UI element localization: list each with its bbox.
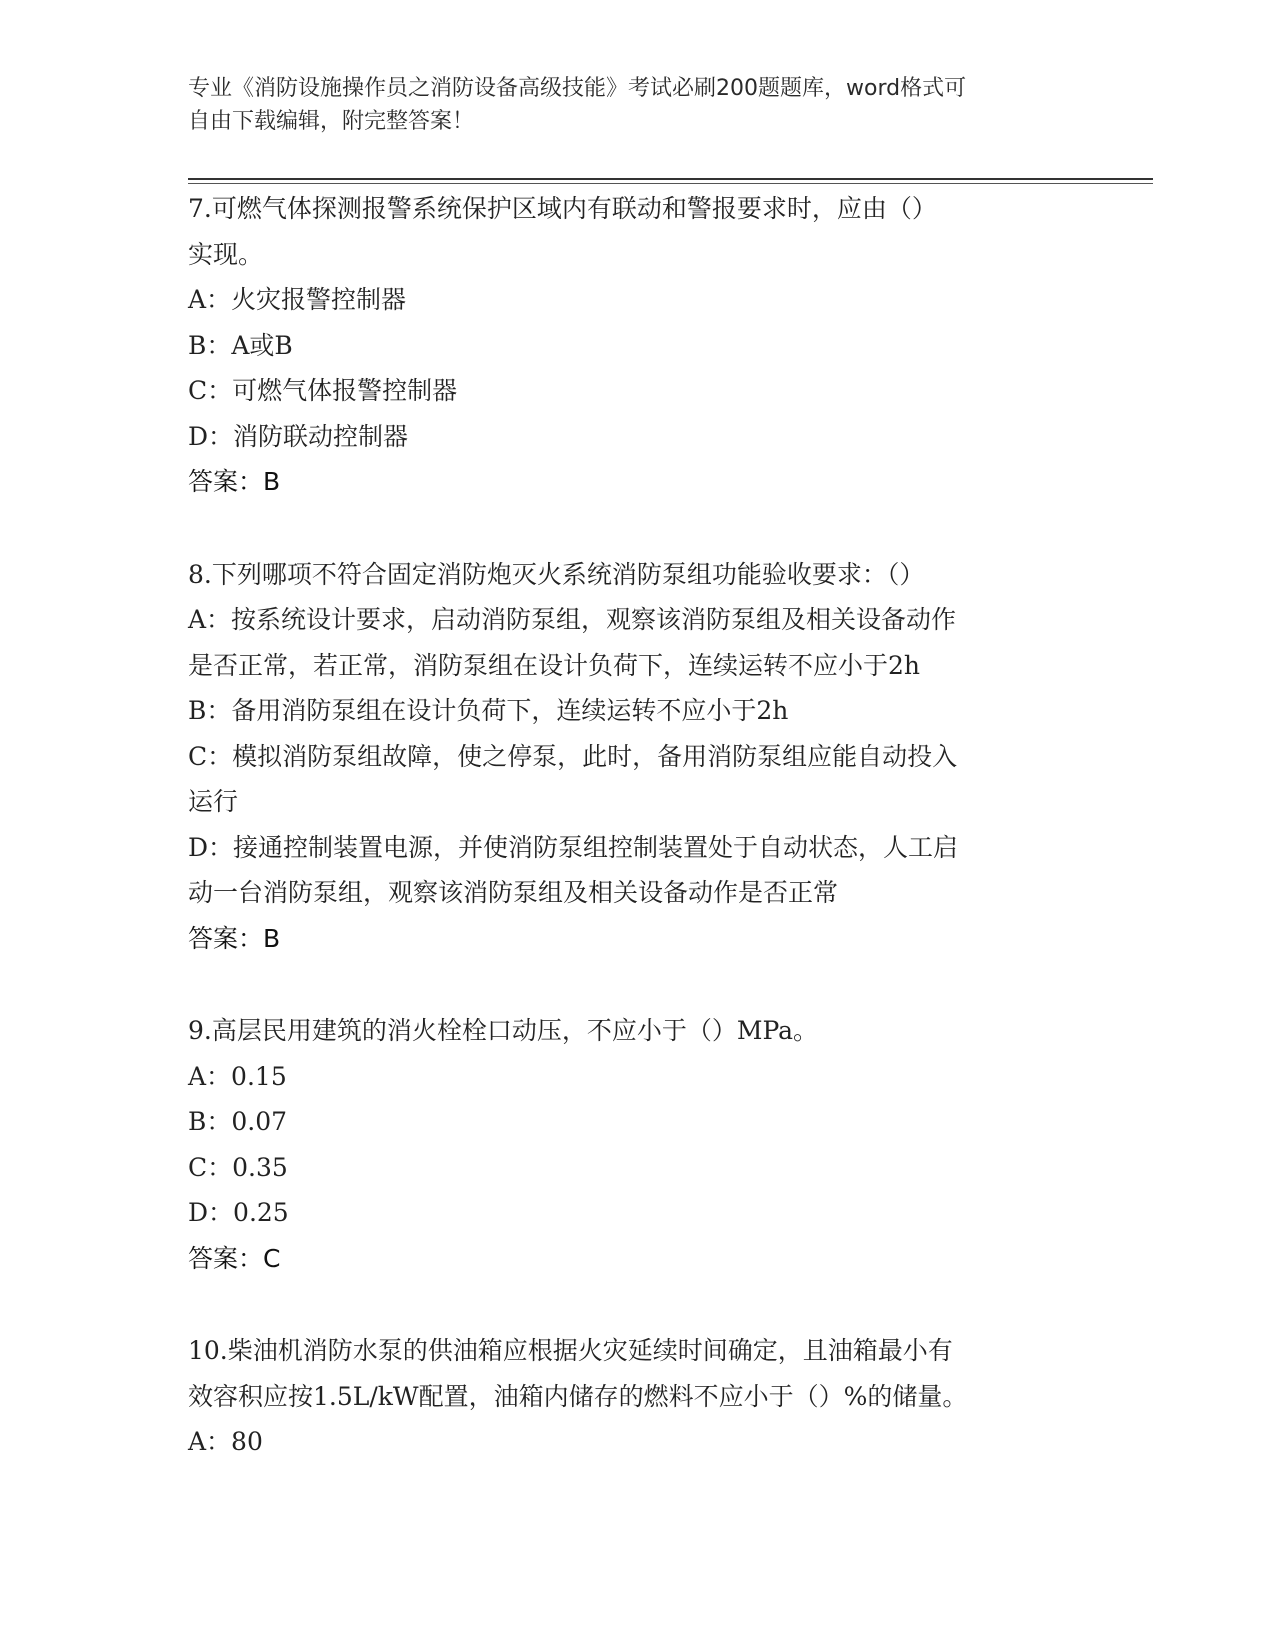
option-d: D：0.25 <box>188 1198 289 1227</box>
option-a: A：80 <box>188 1427 263 1456</box>
question-7 <box>188 186 1088 505</box>
question-stem: 9.高层民用建筑的消火栓栓口动压，不应小于（）MPa。 <box>188 1016 819 1045</box>
option-b: B：备用消防泵组在设计负荷下，连续运转不应小于2h <box>188 696 789 725</box>
question-10 <box>188 1328 1088 1465</box>
answer-label: 答案：C <box>188 1243 281 1273</box>
option-c: C：可燃气体报警控制器 <box>188 376 458 405</box>
question-stem: 实现。 <box>188 239 264 269</box>
answer-label: 答案：B <box>188 923 281 953</box>
question-8 <box>188 552 1088 962</box>
option-c: C：0.35 <box>188 1152 288 1182</box>
header-divider-thin <box>188 183 1153 184</box>
option-c-continued: 运行 <box>188 787 239 816</box>
question-stem-continued: 效容积应按1.5L/kW配置，油箱内储存的燃料不应小于（）%的储量。 <box>188 1381 968 1411</box>
header-line-2: 自由下载编辑，附完整答案！ <box>188 109 475 134</box>
option-d: D：消防联动控制器 <box>188 421 409 451</box>
option-b: B：0.07 <box>188 1107 288 1136</box>
question-stem: 8.下列哪项不符合固定消防炮灭火系统消防泵组功能验收要求：（） <box>188 559 925 589</box>
option-a: A：0.15 <box>188 1061 287 1091</box>
option-d-continued: 动一台消防泵组，观察该消防泵组及相关设备动作是否正常 <box>188 878 839 907</box>
option-c: C：模拟消防泵组故障，使之停泵，此时，备用消防泵组应能自动投入 <box>188 741 958 771</box>
option-a: A：按系统设计要求，启动消防泵组，观察该消防泵组及相关设备动作 <box>188 605 957 634</box>
answer-label: 答案：B <box>188 467 281 496</box>
question-stem: 7.可燃气体探测报警系统保护区域内有联动和警报要求时，应由（） <box>188 194 937 223</box>
document-header <box>188 72 1068 138</box>
header-divider-thick <box>188 178 1153 180</box>
option-d: D：接通控制装置电源，并使消防泵组控制装置处于自动状态，人工启 <box>188 832 959 862</box>
question-9 <box>188 1008 1088 1281</box>
question-list <box>188 186 1088 1512</box>
option-a: A：火灾报警控制器 <box>188 285 407 314</box>
question-stem: 10.柴油机消防水泵的供油箱应根据火灾延续时间确定，且油箱最小有 <box>188 1336 953 1365</box>
option-a-continued: 是否正常，若正常，消防泵组在设计负荷下，连续运转不应小于2h <box>188 650 921 680</box>
header-line-1: 专业《消防设施操作员之消防设备高级技能》考试必刷200题题库，word格式可 <box>188 76 967 101</box>
option-b: B：A或B <box>188 330 293 360</box>
